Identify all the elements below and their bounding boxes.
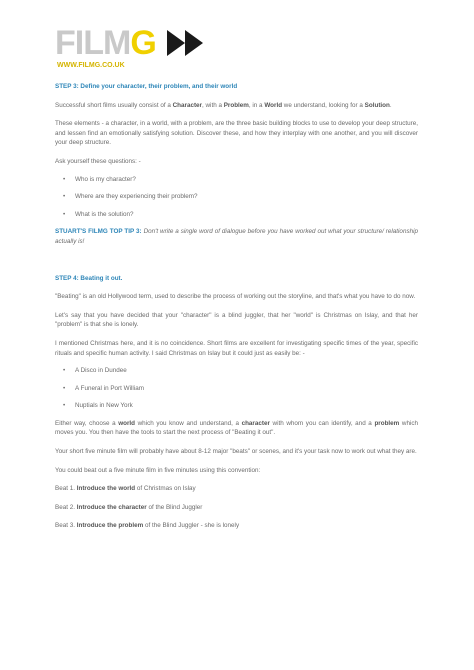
text-run: with whom you can identify, and a xyxy=(269,419,375,427)
list-item: • Who is my character? xyxy=(55,175,418,185)
beat-line xyxy=(55,484,418,494)
text-run: , with a xyxy=(202,101,224,109)
list-item: • What is the solution? xyxy=(55,210,418,220)
bold-world: world xyxy=(118,419,136,427)
text-run: Successful short films usually consist of a xyxy=(55,101,173,109)
beat-line xyxy=(55,503,418,513)
fast-forward-icon xyxy=(167,30,209,56)
logo-word-accent: G xyxy=(130,24,156,62)
beat-line xyxy=(55,521,418,531)
step4-paragraph-3: I mentioned Christmas here, and it is no coincidence. Short films are excellent for investigating specific times of the year, specific rituals and specific human activity. I said Christmas on Islay but it could just as easily be: - xyxy=(55,339,418,357)
beat-text: of Christmas on Islay xyxy=(135,485,196,493)
bold-problem: problem xyxy=(374,419,400,427)
step4-paragraph-6: You could beat out a five minute film in five minutes using this convention: xyxy=(55,466,261,474)
step4-paragraph-1: "Beating" is an old Hollywood term, used to describe the process of working out the storyline, and that's what you have to do now. xyxy=(55,293,416,301)
logo-word-main: FILM xyxy=(55,24,131,62)
bold-character: Character xyxy=(172,101,202,109)
step4-paragraph-4 xyxy=(55,419,418,438)
list-item: • A Disco in Dundee xyxy=(55,366,418,376)
bold-problem: Problem xyxy=(223,101,249,109)
bold-solution: Solution xyxy=(364,101,390,109)
step4-paragraph-5: Your short five minute film will probably have about 8-12 major "beats" or scenes, and it's your task now to work out what they are. xyxy=(55,448,417,456)
beat-number: Beat 2. xyxy=(55,503,77,511)
example-list xyxy=(55,366,418,411)
step3-paragraph-3: Ask yourself these questions: - xyxy=(55,157,141,165)
step4-paragraph-2: Let's say that you have decided that your "character" is a blind juggler, that her "world" is Christmas on Islay, and that her "problem" is that she is lonely. xyxy=(55,311,418,329)
step3-heading: STEP 3: Define your character, their problem, and their world xyxy=(55,83,238,90)
document-body xyxy=(55,82,418,531)
bold-character: character xyxy=(241,419,270,427)
list-item: • A Funeral in Port William xyxy=(55,384,418,394)
list-item: • Nuptials in New York xyxy=(55,401,418,411)
text-run: we understand, looking for a xyxy=(282,101,365,109)
step3-paragraph-1 xyxy=(55,101,418,111)
text-run: . xyxy=(389,101,392,109)
bold-world: World xyxy=(264,101,283,109)
text-run: which moves you. You then have the tools to start the next process of "Beating it out". xyxy=(55,419,418,437)
text-run: which you know and understand, a xyxy=(135,419,242,427)
top-tip xyxy=(55,227,418,246)
beat-emphasis: Introduce the character xyxy=(76,503,147,511)
beat-emphasis: Introduce the world xyxy=(76,485,136,493)
logo-url: WWW.FILMG.CO.UK xyxy=(57,62,125,69)
step4-heading: STEP 4: Beating it out. xyxy=(55,274,123,282)
step3-paragraph-2: These elements - a character, in a world, with a problem, are the three basic building blocks to use to develop your deep structure, and lessen find an emotionally satisfying solution. Discover these, and how they interplay with one another, and you will discover your deep structure. xyxy=(55,120,418,147)
filmg-logo xyxy=(55,26,205,70)
list-item: • Where are they experiencing their problem? xyxy=(55,192,418,202)
tip-label: STUART'S FILMG TOP TIP 3: xyxy=(55,228,142,236)
text-run: Either way, choose a xyxy=(55,419,119,427)
beat-text: of the Blind Juggler xyxy=(146,503,203,511)
beat-text: of the Blind Juggler - she is lonely xyxy=(143,522,240,530)
beat-number: Beat 1. xyxy=(55,485,77,493)
beat-number: Beat 3. xyxy=(55,522,77,530)
question-list xyxy=(55,175,418,220)
tip-text: Don't write a single word of dialogue before you have worked out what your structure/ relationship actually is! xyxy=(55,228,418,245)
text-run: , in a xyxy=(248,101,265,109)
logo-wordmark xyxy=(55,26,156,60)
beat-emphasis: Introduce the problem xyxy=(76,522,144,530)
